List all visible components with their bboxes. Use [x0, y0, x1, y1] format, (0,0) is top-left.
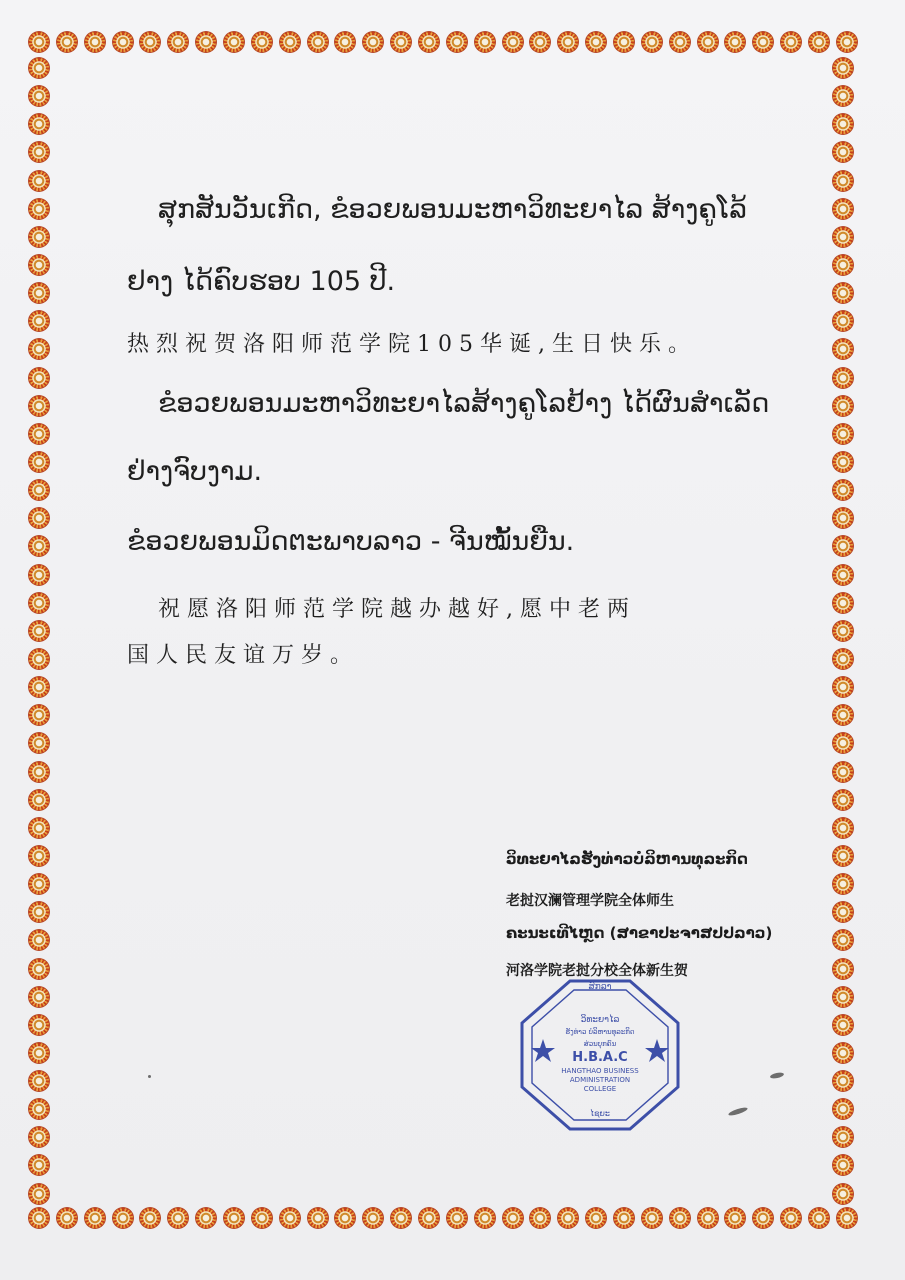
seal-right-star-icon [645, 1039, 669, 1062]
lao-wish-line-2: ຢ່າງຈົບງາມ. [127, 456, 263, 487]
lao-greeting-line-1: ສຸກສັນວັນເກີດ, ຂໍອວຍພອນມະຫາວິທະຍາໄລ ສ້າງຄູໂລ້ [158, 194, 747, 225]
signature-lao-branch: ຄະນະເທີໄຫຼດ (ສາຂາປະຈາສປປລາວ) [506, 924, 773, 942]
seal-bottom-text: ໄຊຍະ [590, 1109, 610, 1118]
seal-name-line-3: ສ່ວນບຸກຄົນ [583, 1040, 617, 1048]
signature-chinese-branch: 河洛学院老挝分校全体新生贺 [506, 963, 688, 979]
seal-name-line-2: ຮັງທ່າວ ບໍລິຫານທຸລະກິດ [565, 1028, 635, 1036]
seal-english-line-2: ADMINISTRATION [569, 1076, 631, 1084]
seal-top-text: ສົກລາ [588, 982, 612, 992]
college-seal [518, 978, 682, 1132]
lao-wish-line-1: ຂໍອວຍພອນມະຫາວິທະຍາໄລສ້າງຄູໂລຢ້າງ ໄດ້ຜົນສໍາເລັດ [158, 388, 770, 419]
seal-left-star-icon [531, 1039, 555, 1062]
chinese-greeting: 热烈祝贺洛阳师范学院105华诞,生日快乐。 [127, 332, 697, 357]
signature-lao-college: ວິທະຍາໄລຮັງທ່າວບໍລິຫານທຸລະກິດ [506, 850, 748, 868]
seal-abbreviation: H.B.A.C [572, 1050, 628, 1065]
seal-english-line-3: COLLEGE [583, 1085, 617, 1093]
seal-english-line-1: HANGTHAO BUSINESS [561, 1067, 639, 1075]
ink-speck [148, 1075, 151, 1078]
chinese-wish-line-1: 祝愿洛阳师范学院越办越好,愿中老两 [158, 597, 636, 622]
signature-chinese-college: 老挝汉澜管理学院全体师生 [506, 893, 674, 909]
lao-greeting-line-2: ຢາງ ໄດ້ຄົບຮອບ 105 ປີ. [127, 266, 396, 297]
chinese-wish-line-2: 国人民友谊万岁。 [127, 643, 360, 668]
lao-friendship-line: ຂໍອວຍພອນມິດຕະພາບລາວ - ຈີນໝັ້ນຍືນ. [127, 526, 575, 557]
seal-name-line-1: ວິທະຍາໄລ [580, 1015, 620, 1025]
